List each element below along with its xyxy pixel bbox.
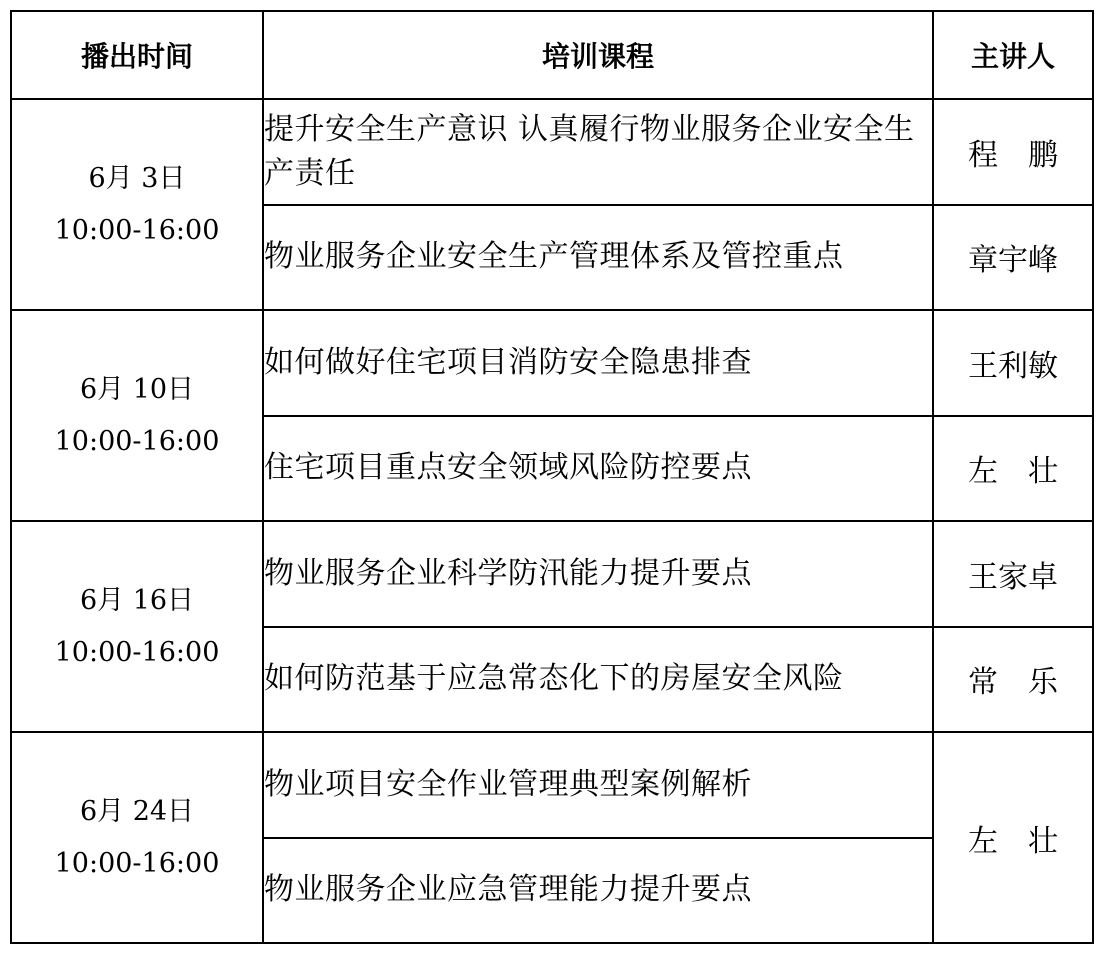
course-title: 如何做好住宅项目消防安全隐患排查 — [263, 310, 933, 416]
course-title: 物业服务企业应急管理能力提升要点 — [263, 838, 933, 944]
speaker-name: 王利敏 — [933, 310, 1093, 416]
table-row — [11, 521, 1093, 627]
course-title: 住宅项目重点安全领域风险防控要点 — [263, 416, 933, 522]
course-title: 提升安全生产意识 认真履行物业服务企业安全生产责任 — [263, 99, 933, 205]
session-hours: 10:00-16:00 — [54, 636, 220, 668]
session-time-cell — [11, 732, 263, 943]
session-time-cell — [11, 99, 263, 310]
session-date: 6月 24日 — [79, 795, 195, 827]
course-title: 如何防范基于应急常态化下的房屋安全风险 — [263, 627, 933, 733]
speaker-name: 王家卓 — [933, 521, 1093, 627]
session-date: 6月 16日 — [79, 584, 195, 616]
speaker-name: 常 乐 — [933, 627, 1093, 733]
speaker-name: 章宇峰 — [933, 205, 1093, 311]
session-time-cell — [11, 521, 263, 732]
session-date: 6月 10日 — [79, 373, 195, 405]
session-hours: 10:00-16:00 — [54, 847, 220, 879]
session-hours: 10:00-16:00 — [54, 214, 220, 246]
table-row — [11, 99, 1093, 205]
course-title: 物业服务企业安全生产管理体系及管控重点 — [263, 205, 933, 311]
speaker-name: 左 壮 — [933, 416, 1093, 522]
header-speaker: 主讲人 — [933, 11, 1093, 99]
session-date: 6月 3日 — [88, 162, 186, 194]
course-title: 物业项目安全作业管理典型案例解析 — [263, 732, 933, 838]
speaker-name: 左 壮 — [933, 732, 1093, 943]
training-schedule — [10, 10, 1092, 944]
session-hours: 10:00-16:00 — [54, 425, 220, 457]
table-row — [11, 310, 1093, 416]
schedule-table — [10, 10, 1094, 944]
course-title: 物业服务企业科学防汛能力提升要点 — [263, 521, 933, 627]
header-broadcast-time: 播出时间 — [11, 11, 263, 99]
speaker-name: 程 鹏 — [933, 99, 1093, 205]
header-row — [11, 11, 1093, 99]
session-time-cell — [11, 310, 263, 521]
table-row — [11, 732, 1093, 838]
header-course: 培训课程 — [263, 11, 933, 99]
